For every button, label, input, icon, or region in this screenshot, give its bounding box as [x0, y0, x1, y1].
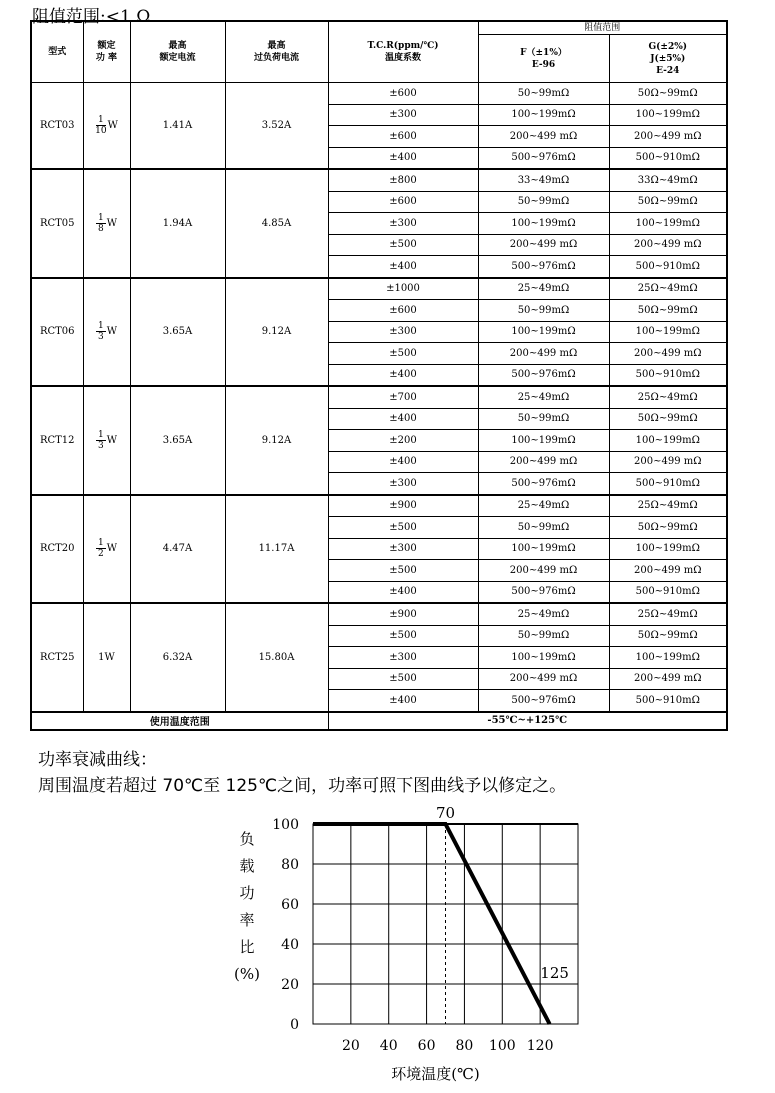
spec-table — [30, 20, 728, 731]
power-denominator: 10 — [95, 126, 107, 136]
gj-range-cell: 200~499 mΩ — [609, 451, 727, 473]
power-cell: 1W — [83, 603, 130, 712]
f-range-cell: 100~199mΩ — [478, 104, 609, 126]
tcr-cell: ±400 — [328, 690, 478, 712]
tcr-cell: ±400 — [328, 147, 478, 169]
f-range-cell: 200~499 mΩ — [478, 560, 609, 582]
f-range-cell: 500~976mΩ — [478, 364, 609, 386]
derating-heading: 功率衰减曲线： — [38, 750, 157, 770]
gj-range-cell: 500~910mΩ — [609, 147, 727, 169]
header-model: 型式 — [31, 21, 83, 83]
tcr-cell: ±300 — [328, 213, 478, 235]
table-row — [31, 278, 727, 300]
y-axis-label-char: 比 — [239, 938, 255, 956]
operating-temp-value: -55℃~+125℃ — [328, 712, 727, 730]
x-tick-label: 20 — [341, 1038, 360, 1054]
gj-range-cell: 100~199mΩ — [609, 104, 727, 126]
power-denominator: 2 — [97, 549, 104, 560]
annotation-label: 70 — [435, 804, 456, 822]
f-range-cell: 50~99mΩ — [478, 625, 609, 647]
overload-current-cell: 4.85A — [225, 169, 328, 278]
f-range-cell: 25~49mΩ — [478, 278, 609, 300]
gj-range-cell: 500~910mΩ — [609, 581, 727, 603]
tcr-cell: ±400 — [328, 451, 478, 473]
power-numerator: 1 — [97, 538, 104, 549]
tcr-cell: ±500 — [328, 560, 478, 582]
table-row — [31, 83, 727, 105]
gj-range-cell: 200~499 mΩ — [609, 126, 727, 148]
y-tick-labels — [272, 817, 299, 1033]
gj-range-cell: 200~499 mΩ — [609, 234, 727, 256]
tcr-cell: ±300 — [328, 647, 478, 669]
f-range-cell: 200~499 mΩ — [478, 343, 609, 365]
power-numerator: 1 — [97, 321, 104, 332]
y-axis-label-char: (%) — [234, 965, 260, 983]
y-tick-label: 80 — [281, 857, 299, 873]
table-row — [31, 169, 727, 191]
power-numerator: 1 — [97, 115, 104, 125]
overload-current-cell: 11.17A — [225, 495, 328, 604]
derating-description: 周围温度若超过 70℃至 125℃之间，功率可照下图曲线予以修定之。 — [38, 776, 567, 796]
gj-range-cell: 100~199mΩ — [609, 430, 727, 452]
power-cell — [83, 495, 130, 604]
tcr-cell: ±800 — [328, 169, 478, 191]
y-axis-label-char: 功 — [239, 884, 255, 902]
power-cell — [83, 169, 130, 278]
rated-current-cell: 6.32A — [130, 603, 225, 712]
gj-range-cell: 50Ω~99mΩ — [609, 300, 727, 322]
chart-series — [313, 824, 550, 1024]
tcr-cell: ±500 — [328, 625, 478, 647]
f-range-cell: 500~976mΩ — [478, 473, 609, 495]
page-title: 阻值范围:<1 Ω — [32, 7, 151, 27]
rated-current-cell: 1.41A — [130, 83, 225, 170]
tcr-cell: ±500 — [328, 343, 478, 365]
y-tick-label: 0 — [290, 1017, 299, 1033]
gj-range-cell: 25Ω~49mΩ — [609, 278, 727, 300]
x-tick-label: 100 — [488, 1038, 516, 1054]
gj-range-cell: 50Ω~99mΩ — [609, 83, 727, 105]
header-overload-current: 最高 过负荷电流 — [225, 21, 328, 83]
header-power: 额定 功 率 — [83, 21, 130, 83]
gj-range-cell: 50Ω~99mΩ — [609, 625, 727, 647]
gj-range-cell: 50Ω~99mΩ — [609, 517, 727, 539]
f-range-cell: 500~976mΩ — [478, 581, 609, 603]
annotation-label: 125 — [540, 964, 569, 982]
tcr-cell: ±300 — [328, 321, 478, 343]
y-tick-label: 20 — [281, 977, 299, 993]
f-range-cell: 100~199mΩ — [478, 213, 609, 235]
tcr-cell: ±300 — [328, 538, 478, 560]
y-tick-label: 60 — [281, 897, 299, 913]
tcr-cell: ±900 — [328, 495, 478, 517]
y-axis-label-char: 负 — [239, 830, 255, 848]
power-unit: W — [106, 326, 117, 338]
gj-range-cell: 100~199mΩ — [609, 538, 727, 560]
overload-current-cell: 9.12A — [225, 278, 328, 387]
x-axis-label: 环境温度(℃) — [391, 1065, 480, 1083]
power-unit: W — [106, 434, 117, 446]
header-tcr: T.C.R(ppm/℃) 温度系数 — [328, 21, 478, 83]
f-range-cell: 50~99mΩ — [478, 517, 609, 539]
tcr-cell: ±500 — [328, 668, 478, 690]
tcr-cell: ±400 — [328, 364, 478, 386]
f-range-cell: 33~49mΩ — [478, 169, 609, 191]
f-range-cell: 50~99mΩ — [478, 191, 609, 213]
gj-range-cell: 100~199mΩ — [609, 647, 727, 669]
gj-range-cell: 200~499 mΩ — [609, 343, 727, 365]
derating-curve — [313, 824, 550, 1024]
y-tick-label: 40 — [281, 937, 299, 953]
table-row — [31, 603, 727, 625]
tcr-cell: ±900 — [328, 603, 478, 625]
model-cell: RCT03 — [31, 83, 83, 170]
gj-range-cell: 25Ω~49mΩ — [609, 495, 727, 517]
header-resistance-range: 阻值范围 — [478, 21, 727, 35]
power-unit: W — [106, 543, 117, 555]
tcr-cell: ±600 — [328, 83, 478, 105]
model-cell: RCT06 — [31, 278, 83, 387]
tcr-cell: ±600 — [328, 191, 478, 213]
gj-range-cell: 500~910mΩ — [609, 256, 727, 278]
gj-range-cell: 33Ω~49mΩ — [609, 169, 727, 191]
tcr-cell: ±1000 — [328, 278, 478, 300]
tcr-cell: ±600 — [328, 126, 478, 148]
y-axis-label-char: 率 — [239, 911, 255, 929]
power-cell — [83, 386, 130, 495]
model-cell: RCT05 — [31, 169, 83, 278]
power-cell — [83, 83, 130, 170]
overload-current-cell: 9.12A — [225, 386, 328, 495]
power-numerator: 1 — [97, 212, 104, 223]
power-cell — [83, 278, 130, 387]
gj-range-cell: 500~910mΩ — [609, 473, 727, 495]
f-range-cell: 200~499 mΩ — [478, 668, 609, 690]
power-unit: W — [107, 120, 118, 131]
tcr-cell: ±400 — [328, 408, 478, 430]
x-tick-labels — [342, 1038, 554, 1054]
f-range-cell: 25~49mΩ — [478, 495, 609, 517]
gj-range-cell: 50Ω~99mΩ — [609, 408, 727, 430]
table-row — [31, 386, 727, 408]
x-tick-label: 60 — [417, 1038, 436, 1054]
power-denominator: 3 — [97, 440, 104, 451]
f-range-cell: 200~499 mΩ — [478, 126, 609, 148]
f-range-cell: 100~199mΩ — [478, 647, 609, 669]
f-range-cell: 50~99mΩ — [478, 83, 609, 105]
y-axis-label-char: 载 — [239, 857, 255, 875]
f-range-cell: 100~199mΩ — [478, 538, 609, 560]
f-range-cell: 100~199mΩ — [478, 321, 609, 343]
gj-range-cell: 100~199mΩ — [609, 213, 727, 235]
gj-range-cell: 500~910mΩ — [609, 690, 727, 712]
x-tick-label: 40 — [379, 1038, 398, 1054]
tcr-cell: ±200 — [328, 430, 478, 452]
power-unit: W — [106, 217, 117, 229]
overload-current-cell: 15.80A — [225, 603, 328, 712]
x-tick-label: 80 — [455, 1038, 474, 1054]
f-range-cell: 100~199mΩ — [478, 430, 609, 452]
model-cell: RCT25 — [31, 603, 83, 712]
tcr-cell: ±300 — [328, 104, 478, 126]
y-axis-label — [234, 830, 260, 983]
rated-current-cell: 4.47A — [130, 495, 225, 604]
f-range-cell: 500~976mΩ — [478, 147, 609, 169]
f-range-cell: 500~976mΩ — [478, 690, 609, 712]
f-range-cell: 200~499 mΩ — [478, 451, 609, 473]
tcr-cell: ±500 — [328, 234, 478, 256]
power-denominator: 8 — [97, 223, 104, 234]
rated-current-cell: 3.65A — [130, 386, 225, 495]
gj-range-cell: 200~499 mΩ — [609, 560, 727, 582]
derating-chart — [225, 800, 605, 1090]
f-range-cell: 25~49mΩ — [478, 386, 609, 408]
overload-current-cell: 3.52A — [225, 83, 328, 170]
gj-range-cell: 500~910mΩ — [609, 364, 727, 386]
gj-range-cell: 100~199mΩ — [609, 321, 727, 343]
f-range-cell: 50~99mΩ — [478, 300, 609, 322]
f-range-cell: 25~49mΩ — [478, 603, 609, 625]
f-range-cell: 200~499 mΩ — [478, 234, 609, 256]
gj-range-cell: 50Ω~99mΩ — [609, 191, 727, 213]
table-row — [31, 495, 727, 517]
rated-current-cell: 3.65A — [130, 278, 225, 387]
gj-range-cell: 25Ω~49mΩ — [609, 603, 727, 625]
tcr-cell: ±400 — [328, 256, 478, 278]
power-numerator: 1 — [97, 429, 104, 440]
f-range-cell: 500~976mΩ — [478, 256, 609, 278]
gj-range-cell: 25Ω~49mΩ — [609, 386, 727, 408]
model-cell: RCT20 — [31, 495, 83, 604]
tcr-cell: ±300 — [328, 473, 478, 495]
tcr-cell: ±500 — [328, 517, 478, 539]
y-tick-label: 100 — [272, 817, 299, 833]
x-tick-label: 120 — [526, 1038, 554, 1054]
tcr-cell: ±600 — [328, 300, 478, 322]
power-denominator: 3 — [97, 332, 104, 343]
tcr-cell: ±400 — [328, 581, 478, 603]
rated-current-cell: 1.94A — [130, 169, 225, 278]
header-f-tolerance: F（±1%） E-96 — [478, 35, 609, 83]
f-range-cell: 50~99mΩ — [478, 408, 609, 430]
operating-temp-label: 使用温度范围 — [31, 712, 328, 730]
header-rated-current: 最高 额定电流 — [130, 21, 225, 83]
model-cell: RCT12 — [31, 386, 83, 495]
header-gj-tolerance: G(±2%) J(±5%) E-24 — [609, 35, 727, 83]
gj-range-cell: 200~499 mΩ — [609, 668, 727, 690]
tcr-cell: ±700 — [328, 386, 478, 408]
